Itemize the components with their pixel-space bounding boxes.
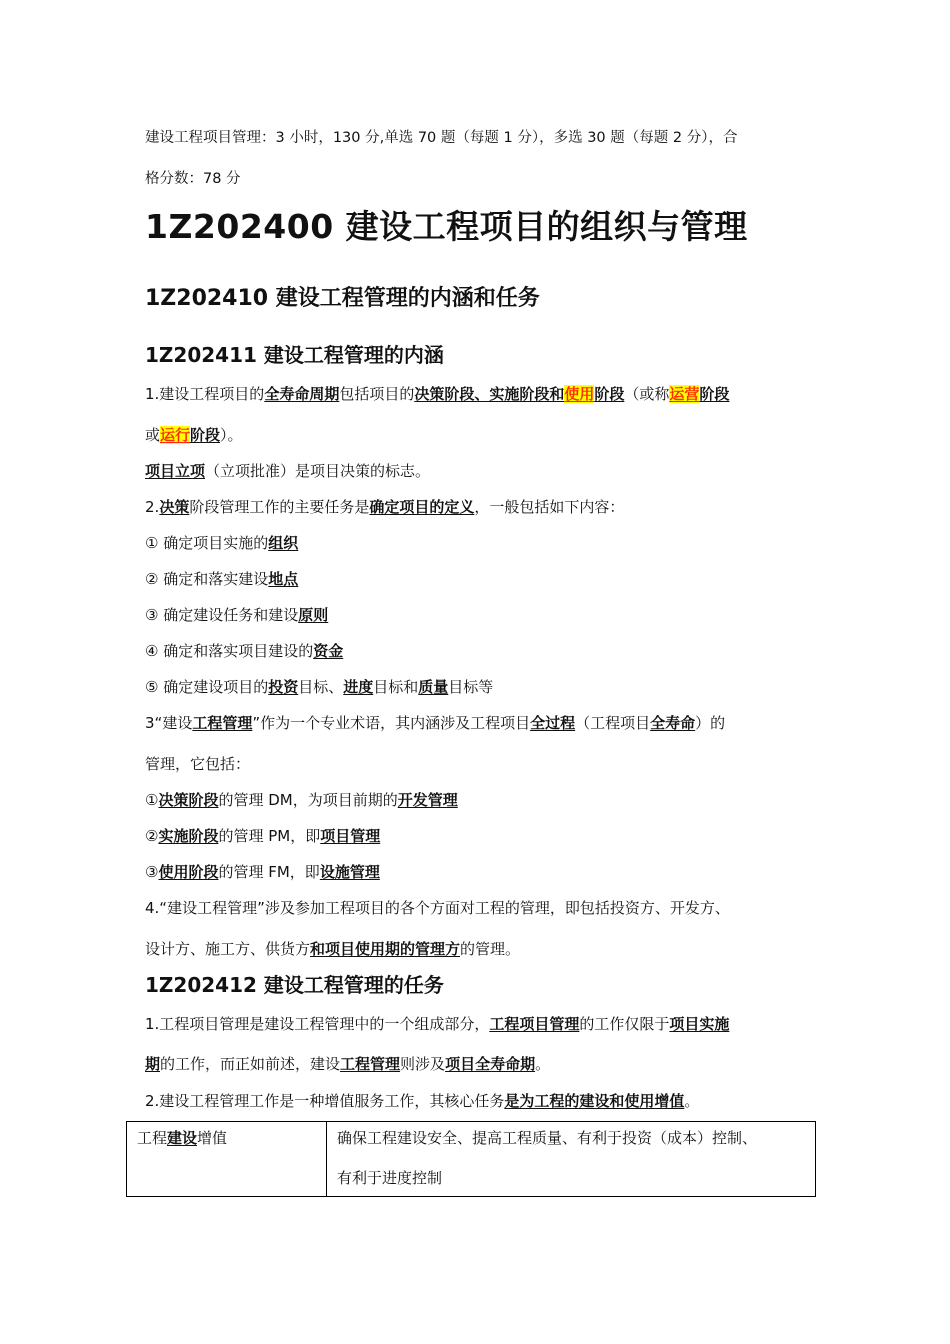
text: 2. [145, 498, 160, 516]
text: ，一般包括如下内容： [474, 498, 625, 516]
chapter-heading: 1Z202400 建设工程项目的组织与管理 [145, 207, 748, 246]
text: 的管理。 [460, 940, 521, 958]
key-term: 实施阶段 [158, 827, 219, 845]
paragraph-participants-cont [145, 939, 520, 959]
paragraph-project-management-scope-cont [145, 1054, 550, 1074]
text: ）的 [695, 714, 726, 732]
key-term: 决策阶段 [158, 791, 219, 809]
text: 的管理 DM，为项目前期的 [218, 791, 398, 809]
text: 1.工程项目管理是建设工程管理中的一个组成部分， [145, 1015, 490, 1033]
key-term: 进度 [343, 678, 374, 696]
text: 包括项目的 [339, 385, 415, 403]
key-term: 建设 [167, 1129, 198, 1147]
text: ① [145, 791, 159, 809]
text: ③ [145, 863, 159, 881]
key-term: 开发管理 [397, 791, 458, 809]
text: ④ 确定和落实项目建设的 [145, 642, 314, 660]
text: ⑤ 确定建设项目的 [145, 678, 269, 696]
subsection-heading-2: 1Z202412 建设工程管理的任务 [145, 973, 444, 997]
text: ① 确定项目实施的 [145, 534, 269, 552]
key-term: 全过程 [530, 714, 576, 732]
subsection-heading-1: 1Z202411 建设工程管理的内涵 [145, 343, 444, 367]
list-item [145, 569, 298, 589]
section-heading: 1Z202410 建设工程管理的内涵和任务 [145, 286, 540, 311]
text: 。 [535, 1055, 551, 1073]
table-row [127, 1122, 816, 1197]
key-term: 阶段 [699, 385, 730, 403]
table-cell-line: 确保工程建设安全、提高工程质量、有利于投资（成本）控制、 [337, 1129, 758, 1147]
key-term: 期 [145, 1055, 161, 1073]
text: 阶段管理工作的主要任务是 [189, 498, 370, 516]
key-term: 质量 [418, 678, 449, 696]
key-term: 阶段 [190, 426, 221, 444]
stage-item-pm [145, 826, 380, 846]
key-term: 项目立项 [145, 462, 206, 480]
key-term: 项目管理 [320, 827, 381, 845]
text: 目标、 [298, 678, 344, 696]
list-item [145, 533, 298, 553]
key-term: 和项目使用期的管理方 [310, 940, 461, 958]
text: 目标等 [448, 678, 494, 696]
text: （立项批准）是项目决策的标志。 [205, 462, 431, 480]
text: 的工作仅限于 [579, 1015, 670, 1033]
key-term: 项目全寿命期 [445, 1055, 536, 1073]
text: 工程 [137, 1129, 168, 1147]
text: 目标和 [373, 678, 419, 696]
stage-item-dm [145, 790, 458, 810]
text: 的管理 PM，即 [218, 827, 321, 845]
table-cell-line: 有利于进度控制 [337, 1169, 443, 1187]
table-cell-content [327, 1122, 816, 1197]
highlighted-term: 使用 [564, 385, 595, 403]
key-term: 地点 [268, 570, 299, 588]
exam-info-line-2: 格分数：78 分 [145, 171, 241, 187]
key-term: 使用阶段 [158, 863, 219, 881]
exam-info-line-1: 建设工程项目管理：3 小时，130 分,单选 70 题（每题 1 分），多选 30 题（每题 2 分），合 [145, 130, 738, 146]
key-term: 项目实施 [669, 1015, 730, 1033]
key-term: 原则 [298, 606, 329, 624]
text: 增值 [197, 1129, 228, 1147]
key-term: 全寿命 [650, 714, 696, 732]
paragraph-engineering-management [145, 713, 725, 733]
paragraph-lifecycle-cont [145, 425, 243, 445]
text: 的工作，而正如前述，建设 [160, 1055, 341, 1073]
text: ② 确定和落实建设 [145, 570, 269, 588]
text: 的管理 FM，即 [218, 863, 320, 881]
highlighted-term: 运营 [669, 385, 700, 403]
key-term: 设施管理 [319, 863, 380, 881]
list-item [145, 605, 328, 625]
paragraph-project-management-scope [145, 1014, 729, 1034]
key-term: 工程管理 [340, 1055, 401, 1073]
text: 或 [145, 426, 161, 444]
list-item [145, 641, 343, 661]
key-term: 是为工程的建设和使用增值 [504, 1092, 685, 1110]
text: ③ 确定建设任务和建设 [145, 606, 299, 624]
paragraph-participants: 4.“建设工程管理”涉及参加工程项目的各个方面对工程的管理，即包括投资方、开发方、 [145, 899, 730, 917]
paragraph-core-task [145, 1091, 699, 1111]
text: 2.建设工程管理工作是一种增值服务工作，其核心任务 [145, 1092, 505, 1110]
text: （或称 [624, 385, 670, 403]
text: 3“建设 [145, 714, 193, 732]
text: （工程项目 [575, 714, 651, 732]
key-term: 阶段 [594, 385, 625, 403]
key-term: 决策 [159, 498, 190, 516]
key-term: 工程管理 [192, 714, 253, 732]
highlighted-term: 运行 [160, 426, 191, 444]
text: ”作为一个专业术语，其内涵涉及工程项目 [252, 714, 531, 732]
paragraph-decision-stage [145, 497, 624, 517]
key-term: 组织 [268, 534, 299, 552]
key-term: 投资 [268, 678, 299, 696]
key-term: 决策阶段、实施阶段和 [414, 385, 565, 403]
value-added-table [126, 1121, 816, 1197]
stage-item-fm [145, 862, 380, 882]
text: 设计方、施工方、供货方 [145, 940, 311, 958]
text: ② [145, 827, 159, 845]
paragraph-lifecycle [145, 384, 729, 404]
list-item [145, 677, 493, 697]
key-term: 全寿命周期 [264, 385, 340, 403]
key-term: 工程项目管理 [489, 1015, 580, 1033]
key-term: 资金 [313, 642, 344, 660]
text: 1.建设工程项目的 [145, 385, 265, 403]
text: ）。 [220, 426, 243, 444]
table-cell-label [127, 1122, 327, 1197]
text: 则涉及 [400, 1055, 446, 1073]
paragraph-project-approval [145, 461, 430, 481]
key-term: 确定项目的定义 [369, 498, 475, 516]
text: 。 [684, 1092, 700, 1110]
paragraph-engineering-management-cont: 管理，它包括： [145, 755, 251, 773]
